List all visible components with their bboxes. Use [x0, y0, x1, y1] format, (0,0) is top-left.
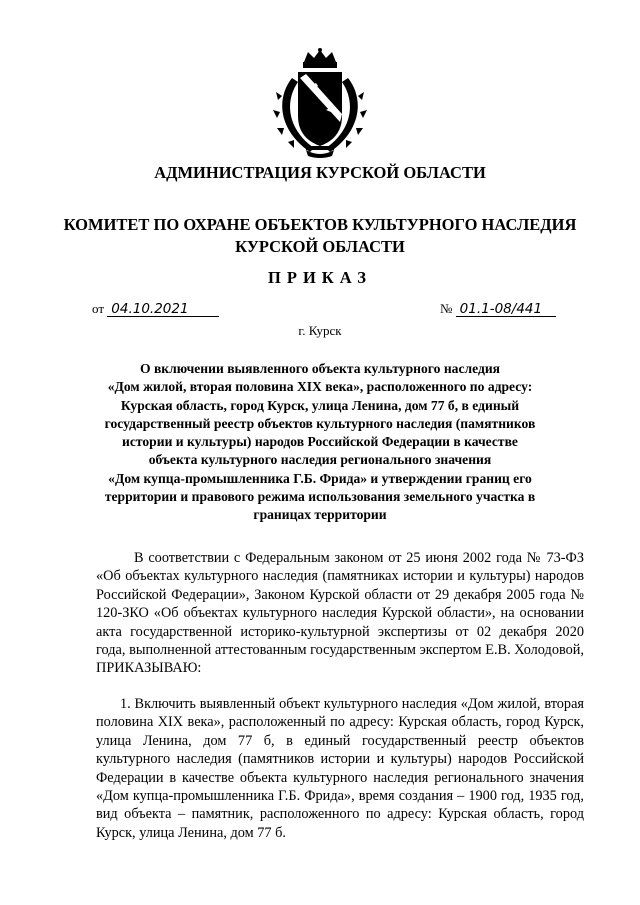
- order-subject: [80, 360, 560, 525]
- number-handwritten: 01.1-08/441: [456, 302, 556, 317]
- subject-line: истории и культуры) народов Российской Федерации в качестве: [122, 434, 518, 450]
- number-prefix: №: [440, 301, 453, 316]
- subject-line: государственный реестр объектов культурного наследия (памятников: [104, 415, 536, 431]
- subject-line: Курская область, город Курск, улица Ленина, дом 77 б, в единый: [120, 397, 520, 413]
- order-number: [440, 301, 556, 317]
- committee-title-line2: КУРСКОЙ ОБЛАСТИ: [235, 237, 405, 256]
- order-heading: ПРИКАЗ: [268, 268, 372, 287]
- preamble-text: В соответствии с Федеральным законом от 25 июня 2002 года № 73-ФЗ «Об объектах культурного наследия (памятниках истории и культуры) народов Российской Федерации», Законом Курской области от 29 декабря 2005 года № 120-ЗКО «Об объектах культурного наследия Курской области», на основании акта государственной историко-культурной экспертизы от 02 декабря 2020 года, выполненной аттестованным государственным экспертом Е.В. Холодовой,: [96, 550, 584, 659]
- committee-title-line1: КОМИТЕТ ПО ОХРАНЕ ОБЪЕКТОВ КУЛЬТУРНОГО НАСЛЕДИЯ: [63, 215, 577, 234]
- date-handwritten: 04.10.2021: [107, 302, 219, 317]
- coat-of-arms-icon: [270, 48, 370, 160]
- preamble-paragraph: [96, 549, 584, 678]
- subject-line: О включении выявленного объекта культурного наследия: [139, 361, 501, 376]
- clause-1-paragraph: 1. Включить выявленный объект культурного наследия «Дом жилой, вторая половина XIX века», расположенный по адресу: Курская область, город Курск, улица Ленина, дом 77 б, в единый государственный реестр объектов культурного наследия (памятников истории и культуры) народов Российской Федерации в качестве объекта культурного наследия регионального значения «Дом купца-промышленника Г.Б. Фрида», время создания – 1900 год, 1935 год, вид объекта – памятник, расположенного по адресу: Курская область, город Курск, улица Ленина, дом 77 б.: [96, 696, 584, 841]
- order-word: ПРИКАЗЫВАЮ:: [96, 660, 202, 677]
- order-date: [92, 301, 219, 317]
- subject-line: «Дом жилой, вторая половина XIX века», расположенного по адресу:: [107, 379, 533, 395]
- committee-title: [0, 214, 640, 258]
- date-prefix: от: [92, 301, 105, 316]
- subject-line: территории и правового режима использования земельного участка в: [104, 489, 536, 505]
- subject-line: объекта культурного наследия регионального значения: [148, 452, 492, 468]
- city-label: г. Курск: [298, 323, 342, 338]
- subject-line: границах территории: [253, 507, 387, 523]
- subject-line: «Дом купца-промышленника Г.Б. Фрида» и утверждении границ его: [108, 470, 532, 486]
- administration-title: АДМИНИСТРАЦИЯ КУРСКОЙ ОБЛАСТИ: [154, 163, 486, 182]
